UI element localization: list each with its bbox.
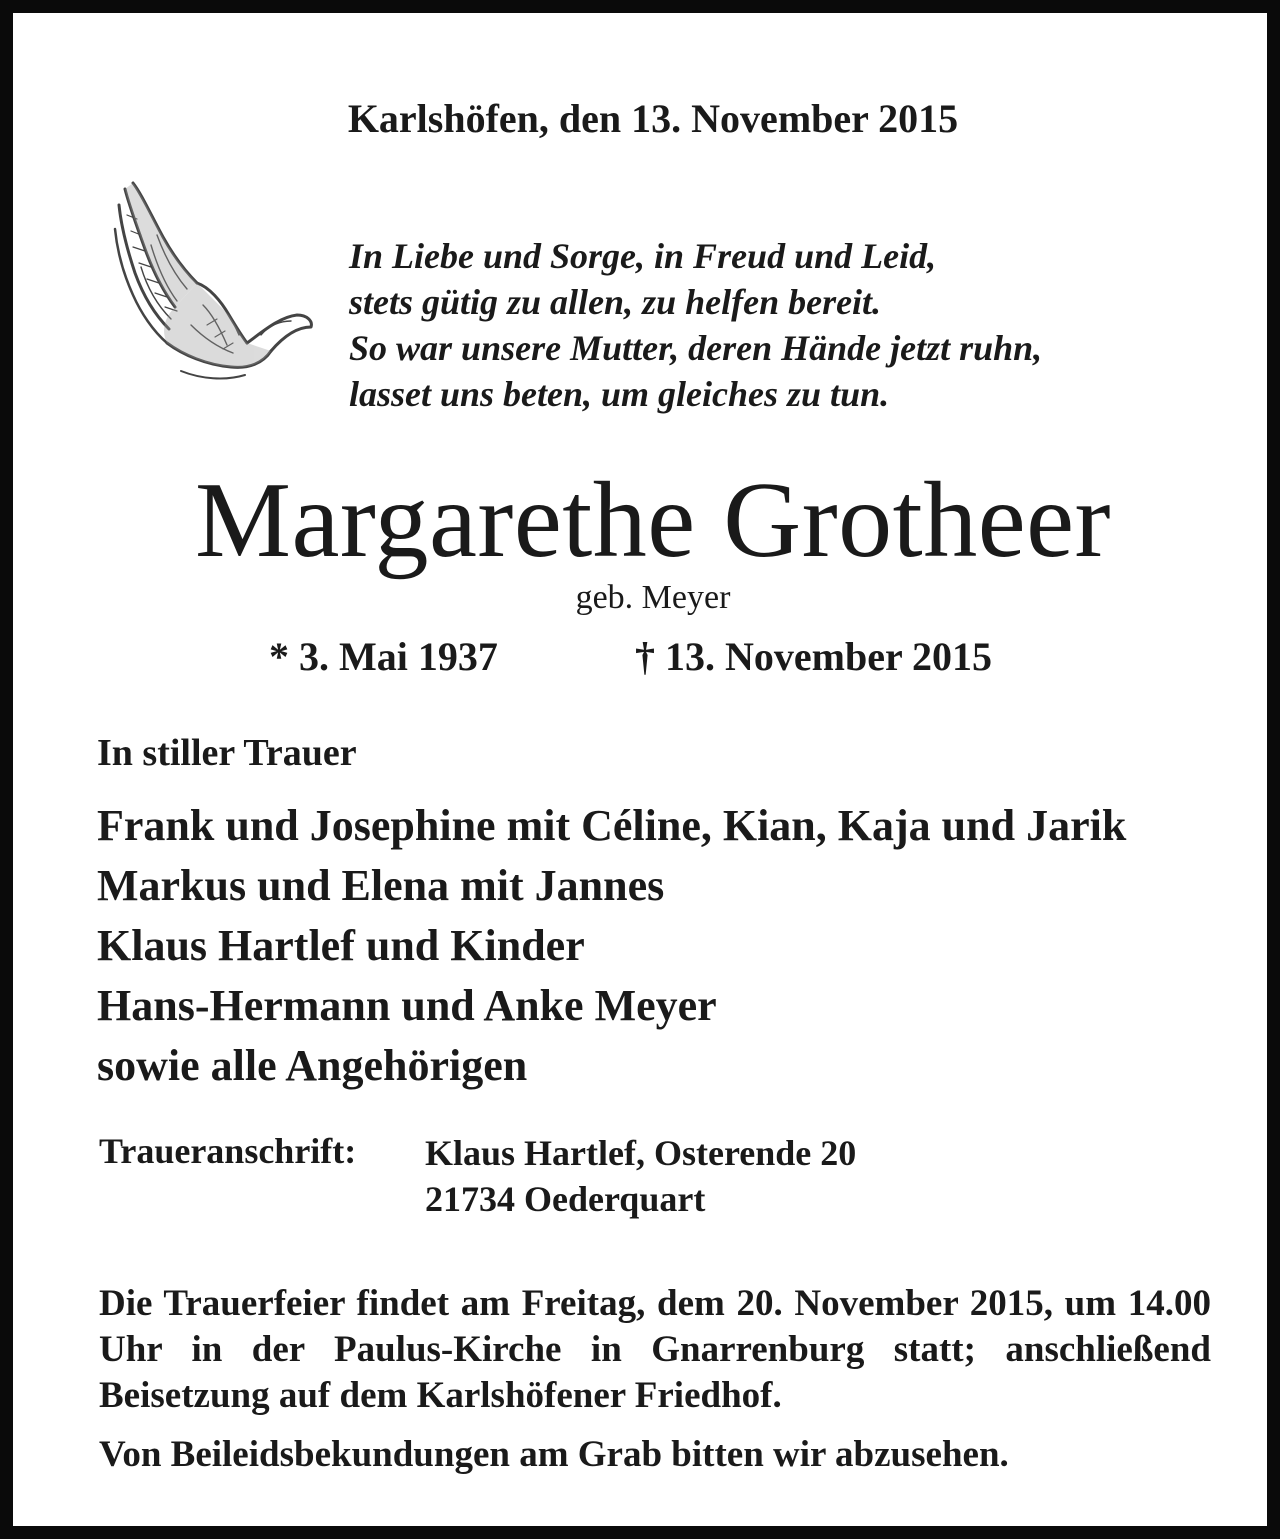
mourners-list (97, 796, 1126, 1096)
deceased-name: Margarethe Grotheer (194, 461, 1112, 580)
poem (349, 233, 1042, 417)
mourner-line: Klaus Hartlef und Kinder (97, 921, 585, 970)
poem-line: lasset uns beten, um gleiches zu tun. (349, 374, 890, 414)
death-date: † 13. November 2015 (635, 634, 992, 679)
praying-hands-icon (111, 175, 316, 385)
address (425, 1130, 856, 1222)
mourner-line: Frank und Josephine mit Céline, Kian, Kaja und Jarik (97, 801, 1127, 850)
address-line: Klaus Hartlef, Osterende 20 (425, 1133, 857, 1173)
address-line: 21734 Oederquart (425, 1179, 706, 1219)
place-date: Karlshöfen, den 13. November 2015 (347, 96, 959, 141)
poem-line: So war unsere Mutter, deren Hände jetzt ruhn, (349, 328, 1043, 368)
mourner-line: Markus und Elena mit Jannes (97, 861, 665, 910)
poem-line: stets gütig zu allen, zu helfen bereit. (349, 282, 882, 322)
maiden-name: geb. Meyer (575, 579, 731, 616)
mourner-line: sowie alle Angehörigen (97, 1041, 528, 1090)
address-label: Traueranschrift: (99, 1131, 357, 1171)
ceremony-text: Die Trauerfeier findet am Freitag, dem 20. November 2015, um 14.00 Uhr in der Paulus-Kirche in Gnarrenburg statt; anschließend Beisetzung auf dem Karlshöfener Friedhof. (99, 1283, 1211, 1416)
poem-line: In Liebe und Sorge, in Freud und Leid, (349, 236, 937, 276)
birth-date: * 3. Mai 1937 (269, 634, 498, 679)
mourner-line: Hans-Hermann und Anke Meyer (97, 981, 717, 1030)
mourning-intro: In stiller Trauer (97, 732, 357, 774)
condolence-note: Von Beileidsbekundungen am Grab bitten wir abzusehen. (99, 1434, 1009, 1475)
